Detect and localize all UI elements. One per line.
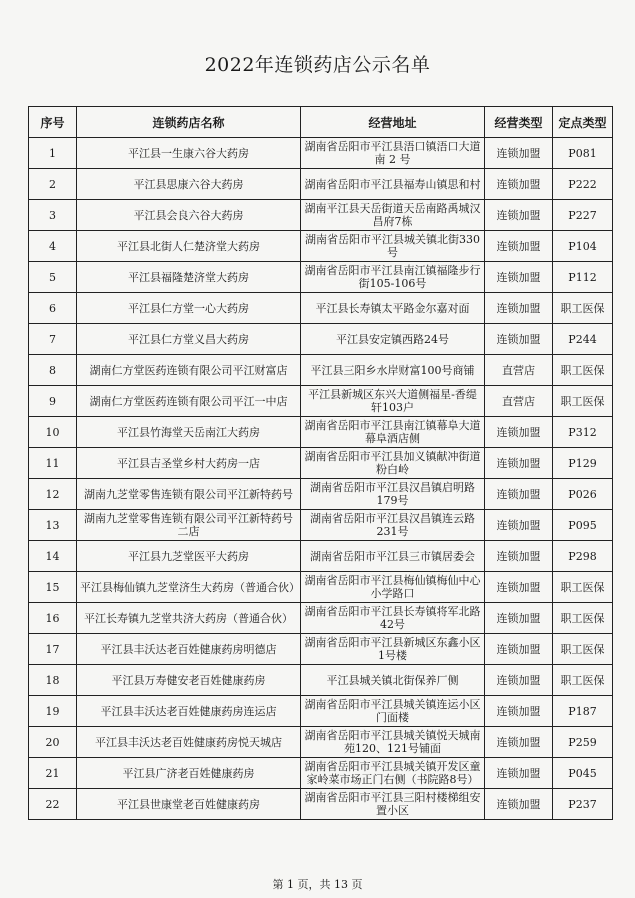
column-header-address: 经营地址: [301, 107, 485, 138]
designation-type: 职工医保: [553, 665, 613, 696]
table-row: [29, 262, 613, 293]
designation-type: P095: [553, 510, 613, 541]
row-number: 15: [29, 572, 77, 603]
business-address: 湖南省岳阳市平江县城关镇开发区童家岭菜市场正门右侧（书院路8号）: [301, 758, 485, 789]
business-type: 连锁加盟: [485, 169, 553, 200]
business-type: 连锁加盟: [485, 572, 553, 603]
business-address: 湖南省岳阳市平江县南江镇福隆步行街105-106号: [301, 262, 485, 293]
business-type: 连锁加盟: [485, 324, 553, 355]
pharmacy-name: 湖南九芝堂零售连锁有限公司平江新特药号二店: [77, 510, 301, 541]
row-number: 5: [29, 262, 77, 293]
designation-type: 职工医保: [553, 293, 613, 324]
pharmacy-name: 平江长寿镇九芝堂共济大药房（普通合伙）: [77, 603, 301, 634]
designation-type: P081: [553, 138, 613, 169]
pharmacy-name: 平江县丰沃达老百姓健康药房明德店: [77, 634, 301, 665]
table-header-row: [29, 107, 613, 138]
row-number: 18: [29, 665, 77, 696]
table-row: [29, 789, 613, 820]
business-address: 湖南省岳阳市平江县三阳村楼梯组安置小区: [301, 789, 485, 820]
page-footer: 第 1 页，共 13 页: [272, 878, 363, 891]
business-address: 湖南省岳阳市平江县三市镇居委会: [301, 541, 485, 572]
table-row: [29, 665, 613, 696]
pharmacy-name: 平江县广济老百姓健康药房: [77, 758, 301, 789]
designation-type: P187: [553, 696, 613, 727]
business-address: 湖南省岳阳市平江县城关镇北街330号: [301, 231, 485, 262]
business-type: 连锁加盟: [485, 510, 553, 541]
business-address: 平江县新城区东兴大道侧福星-香缇轩103户: [301, 386, 485, 417]
table-row: [29, 448, 613, 479]
designation-type: 职工医保: [553, 386, 613, 417]
designation-type: P112: [553, 262, 613, 293]
row-number: 4: [29, 231, 77, 262]
pharmacy-name: 平江县一生康六谷大药房: [77, 138, 301, 169]
designation-type: P227: [553, 200, 613, 231]
pharmacy-name: 平江县丰沃达老百姓健康药房连运店: [77, 696, 301, 727]
business-type: 连锁加盟: [485, 293, 553, 324]
pharmacy-name: 湖南仁方堂医药连锁有限公司平江财富店: [77, 355, 301, 386]
pharmacy-name: 平江县会良六谷大药房: [77, 200, 301, 231]
row-number: 13: [29, 510, 77, 541]
business-address: 平江县安定镇西路24号: [301, 324, 485, 355]
designation-type: P259: [553, 727, 613, 758]
row-number: 14: [29, 541, 77, 572]
business-type: 连锁加盟: [485, 262, 553, 293]
designation-type: P312: [553, 417, 613, 448]
pharmacy-name: 平江县九芝堂医平大药房: [77, 541, 301, 572]
designation-type: P129: [553, 448, 613, 479]
business-address: 湖南平江县天岳街道天岳南路禹城汉昌府7栋: [301, 200, 485, 231]
row-number: 9: [29, 386, 77, 417]
business-type: 直营店: [485, 355, 553, 386]
designation-type: 职工医保: [553, 355, 613, 386]
business-address: 湖南省岳阳市平江县城关镇悦天城南苑120、121号铺面: [301, 727, 485, 758]
pharmacy-name: 平江县世康堂老百姓健康药房: [77, 789, 301, 820]
business-address: 湖南省岳阳市平江县城关镇连运小区门面楼: [301, 696, 485, 727]
pharmacy-name: 平江县仁方堂一心大药房: [77, 293, 301, 324]
table-row: [29, 541, 613, 572]
row-number: 19: [29, 696, 77, 727]
page-title: 2022年连锁药店公示名单: [204, 54, 431, 76]
designation-type: 职工医保: [553, 634, 613, 665]
business-type: 连锁加盟: [485, 727, 553, 758]
business-type: 连锁加盟: [485, 479, 553, 510]
row-number: 11: [29, 448, 77, 479]
pharmacy-name: 平江县北街人仁楚济堂大药房: [77, 231, 301, 262]
column-header-type: 经营类型: [485, 107, 553, 138]
row-number: 3: [29, 200, 77, 231]
table-row: [29, 758, 613, 789]
business-address: 湖南省岳阳市平江县加义镇献冲街道粉白岭: [301, 448, 485, 479]
table-row: [29, 324, 613, 355]
designation-type: 职工医保: [553, 572, 613, 603]
business-type: 连锁加盟: [485, 541, 553, 572]
pharmacy-name: 平江县福隆楚济堂大药房: [77, 262, 301, 293]
pharmacy-name: 平江县仁方堂义昌大药房: [77, 324, 301, 355]
table-row: [29, 417, 613, 448]
designation-type: 职工医保: [553, 603, 613, 634]
row-number: 7: [29, 324, 77, 355]
pharmacy-name: 平江县梅仙镇九芝堂济生大药房（普通合伙）: [77, 572, 301, 603]
table-row: [29, 510, 613, 541]
business-type: 连锁加盟: [485, 231, 553, 262]
business-type: 连锁加盟: [485, 603, 553, 634]
table-row: [29, 727, 613, 758]
business-address: 平江县三阳乡水岸财富100号商铺: [301, 355, 485, 386]
row-number: 17: [29, 634, 77, 665]
designation-type: P237: [553, 789, 613, 820]
table-row: [29, 603, 613, 634]
designation-type: P222: [553, 169, 613, 200]
business-address: 平江县长寿镇太平路金尔嘉对面: [301, 293, 485, 324]
business-address: 湖南省岳阳市平江县长寿镇将军北路42号: [301, 603, 485, 634]
pharmacy-name: 平江县思康六谷大药房: [77, 169, 301, 200]
table-row: [29, 200, 613, 231]
column-header-no: 序号: [29, 107, 77, 138]
business-address: 湖南省岳阳市平江县福寿山镇思和村: [301, 169, 485, 200]
row-number: 20: [29, 727, 77, 758]
column-header-designation: 定点类型: [553, 107, 613, 138]
designation-type: P026: [553, 479, 613, 510]
table-row: [29, 386, 613, 417]
designation-type: P045: [553, 758, 613, 789]
designation-type: P298: [553, 541, 613, 572]
pharmacy-name: 平江县竹海堂天岳南江大药房: [77, 417, 301, 448]
table-row: [29, 138, 613, 169]
business-address: 湖南省岳阳市平江县新城区东鑫小区1号楼: [301, 634, 485, 665]
business-address: 湖南省岳阳市平江县南江镇幕阜大道幕阜酒店侧: [301, 417, 485, 448]
business-type: 连锁加盟: [485, 200, 553, 231]
business-type: 连锁加盟: [485, 448, 553, 479]
row-number: 8: [29, 355, 77, 386]
table-row: [29, 293, 613, 324]
pharmacy-name: 平江县吉圣堂乡村大药房一店: [77, 448, 301, 479]
business-type: 连锁加盟: [485, 417, 553, 448]
row-number: 2: [29, 169, 77, 200]
business-address: 湖南省岳阳市平江县浯口镇浯口大道南 2 号: [301, 138, 485, 169]
pharmacy-name: 平江县丰沃达老百姓健康药房悦天城店: [77, 727, 301, 758]
table-row: [29, 169, 613, 200]
business-type: 连锁加盟: [485, 789, 553, 820]
row-number: 10: [29, 417, 77, 448]
row-number: 16: [29, 603, 77, 634]
table-row: [29, 479, 613, 510]
row-number: 12: [29, 479, 77, 510]
table-row: [29, 634, 613, 665]
column-header-name: 连锁药店名称: [77, 107, 301, 138]
designation-type: P104: [553, 231, 613, 262]
pharmacy-name: 平江县万寿健安老百姓健康药房: [77, 665, 301, 696]
pharmacy-table: [28, 106, 613, 820]
business-type: 连锁加盟: [485, 138, 553, 169]
row-number: 22: [29, 789, 77, 820]
table-row: [29, 231, 613, 262]
business-type: 连锁加盟: [485, 665, 553, 696]
table-row: [29, 355, 613, 386]
business-type: 连锁加盟: [485, 758, 553, 789]
business-type: 连锁加盟: [485, 696, 553, 727]
row-number: 21: [29, 758, 77, 789]
business-address: 湖南省岳阳市平江县汉昌镇启明路179号: [301, 479, 485, 510]
business-address: 湖南省岳阳市平江县梅仙镇梅仙中心小学路口: [301, 572, 485, 603]
table-body: [29, 138, 613, 820]
business-type: 直营店: [485, 386, 553, 417]
business-address: 平江县城关镇北街保养厂侧: [301, 665, 485, 696]
pharmacy-name: 湖南仁方堂医药连锁有限公司平江一中店: [77, 386, 301, 417]
pharmacy-name: 湖南九芝堂零售连锁有限公司平江新特药号: [77, 479, 301, 510]
designation-type: P244: [553, 324, 613, 355]
business-type: 连锁加盟: [485, 634, 553, 665]
row-number: 1: [29, 138, 77, 169]
business-address: 湖南省岳阳市平江县汉昌镇连云路231号: [301, 510, 485, 541]
table-row: [29, 696, 613, 727]
table-row: [29, 572, 613, 603]
row-number: 6: [29, 293, 77, 324]
